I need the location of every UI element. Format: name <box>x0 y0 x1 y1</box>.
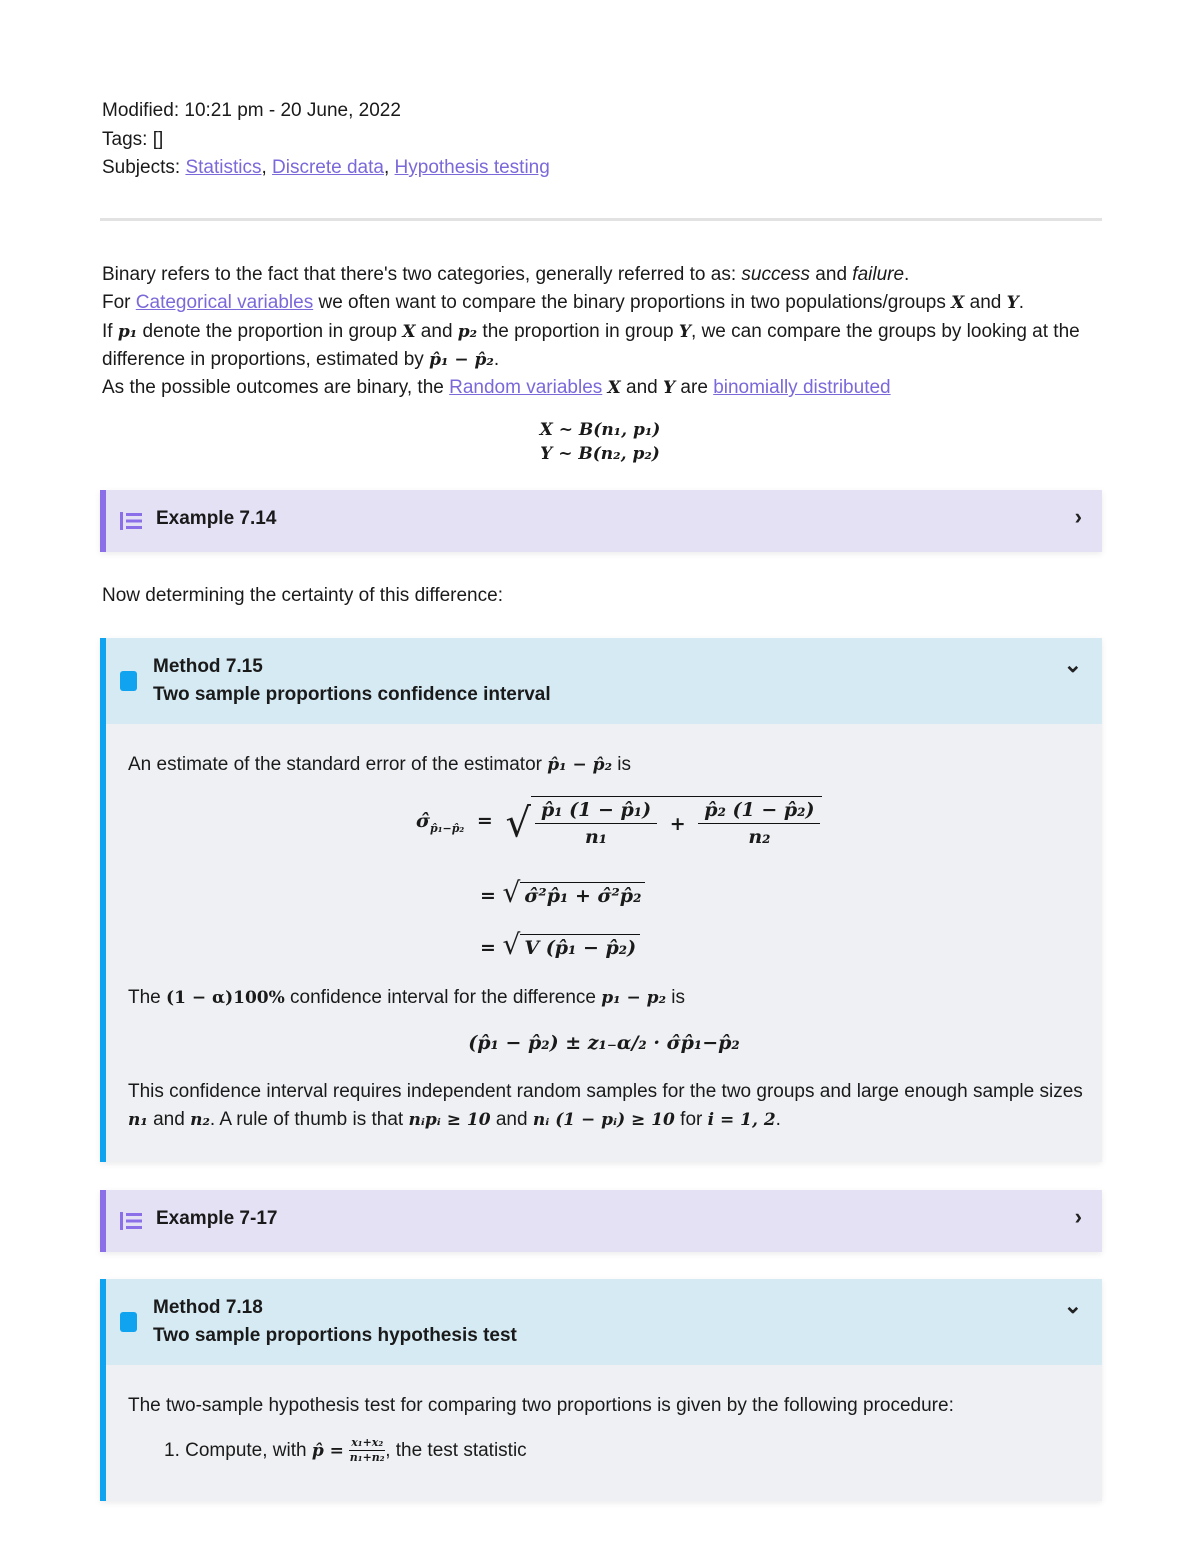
math-x: X <box>951 293 965 314</box>
math-estimator: p̂₁ − p̂₂ <box>547 755 613 775</box>
fraction-1 <box>535 799 657 848</box>
text: denote the proportion in group <box>137 320 403 342</box>
chevron-right-icon[interactable]: › <box>1074 504 1082 529</box>
subject-link-discrete-data[interactable]: Discrete data <box>272 157 384 178</box>
now-determining-text: Now determining the certainty of this difference: <box>102 585 503 606</box>
text: The <box>128 987 167 1008</box>
example-7-17-callout[interactable] <box>100 1190 1102 1252</box>
math-n1: n₁ <box>128 1110 148 1130</box>
equals: = <box>480 937 496 959</box>
text: . A rule of thumb is that <box>209 1109 409 1130</box>
math-p1: p₁ <box>117 321 138 342</box>
radical-sign: √ <box>502 928 521 961</box>
math-y: Y <box>1006 293 1019 314</box>
text: . <box>1018 292 1025 314</box>
modified-value: 10:21 pm - 20 June, 2022 <box>184 100 401 121</box>
radicand <box>531 796 823 848</box>
chevron-down-icon[interactable]: ⌄ <box>1063 652 1082 677</box>
standard-error-equation <box>416 796 822 848</box>
square-icon <box>120 671 137 691</box>
intro-line-1 <box>102 261 1102 289</box>
confidence-interval-intro <box>128 984 1088 1012</box>
method-header[interactable] <box>106 1279 1102 1365</box>
text: . <box>493 348 500 370</box>
math-p2: p₂ <box>457 321 478 342</box>
text: , the test statistic <box>385 1440 527 1461</box>
divider <box>100 218 1102 221</box>
math-confidence-level: (1 − α)100% <box>166 988 285 1008</box>
method-number: Method 7.15 <box>153 656 263 677</box>
equals: = <box>480 885 496 907</box>
subjects-label: Subjects: <box>102 157 181 178</box>
radical-sign: √ <box>502 876 521 909</box>
text: . <box>775 1109 781 1130</box>
confidence-interval-formula: (p̂₁ − p̂₂) ± z₁₋α/₂ · σ̂p̂₁−p̂₂ <box>468 1032 740 1054</box>
tags-label: Tags: <box>102 128 148 150</box>
list-icon <box>120 1212 142 1230</box>
text: is <box>666 987 686 1008</box>
variance-expression: V (p̂₁ − p̂₂) <box>520 934 640 959</box>
math-p-hat: p̂ = <box>311 1441 344 1461</box>
math-n2: n₂ <box>190 1110 210 1130</box>
chevron-right-icon[interactable]: › <box>1074 1204 1082 1229</box>
square-icon <box>120 1312 137 1332</box>
math-y: Y <box>678 321 692 342</box>
fraction-numerator: x₁+x₂ <box>351 1436 384 1450</box>
text: and <box>147 1109 191 1130</box>
link-binomially-distributed[interactable]: binomially distributed <box>713 377 891 399</box>
emphasis-failure: failure <box>852 264 905 285</box>
subjects-row: Subjects: Statistics, Discrete data, Hypothesis testing <box>102 157 550 178</box>
math-rule-2: nᵢ (1 − pᵢ) ≥ 10 <box>532 1110 675 1130</box>
sigma-subscript: p̂₁−p̂₂ <box>430 821 465 835</box>
text: and <box>964 292 1007 314</box>
math-x: X <box>402 321 416 342</box>
modified-row <box>102 97 550 126</box>
text: the proportion in group <box>477 320 679 342</box>
text: . <box>904 264 910 285</box>
method-title: Two sample proportions confidence interval <box>153 684 551 705</box>
text: are <box>675 377 714 399</box>
chevron-down-icon[interactable]: ⌄ <box>1063 1293 1082 1318</box>
text: we often want to compare the binary proportions in two populations/groups <box>313 292 952 314</box>
list-icon <box>120 512 142 530</box>
intro-line-3 <box>102 318 1102 375</box>
math-x: X <box>607 378 621 399</box>
method-7-18-callout <box>100 1279 1102 1501</box>
denominator-1: n₁ <box>584 826 608 848</box>
text: and <box>490 1109 533 1130</box>
fraction-2 <box>698 799 820 848</box>
step-number: 1. <box>164 1440 180 1461</box>
square-root <box>505 796 822 848</box>
requirements-text <box>128 1078 1088 1134</box>
radical-sign: √ <box>505 800 531 847</box>
example-title: Example 7-17 <box>156 1208 278 1229</box>
numerator-2: p̂₂ (1 − p̂₂) <box>698 799 820 824</box>
subject-link-statistics[interactable]: Statistics <box>185 157 262 178</box>
intro-line-4 <box>102 374 1102 402</box>
text: confidence interval for the difference <box>284 987 602 1008</box>
modified-label: Modified: <box>102 100 180 121</box>
text: Compute, with <box>185 1440 312 1461</box>
math-difference: p₁ − p₂ <box>601 988 667 1008</box>
distribution-x: X ~ B(n₁, p₁) <box>539 420 661 440</box>
method-7-15-callout <box>100 638 1102 1162</box>
math-y: Y <box>663 378 676 399</box>
text: An estimate of the standard error of the estimator <box>128 754 548 775</box>
subject-link-hypothesis-testing[interactable]: Hypothesis testing <box>394 157 550 178</box>
math-rule-1: nᵢpᵢ ≥ 10 <box>408 1110 491 1130</box>
example-7-14-callout[interactable] <box>100 490 1102 552</box>
tags-row <box>102 126 550 155</box>
text: , we can compare the groups by looking at the difference in proportions, estimated by <box>102 320 1080 370</box>
method-number: Method 7.18 <box>153 1297 263 1318</box>
fraction-denominator: n₁+n₂ <box>349 1451 385 1465</box>
text: for <box>674 1109 708 1130</box>
equals: = <box>476 810 493 832</box>
procedure-step-1 <box>164 1437 1124 1465</box>
text: and <box>810 264 853 285</box>
text: This confidence interval requires independent random samples for the two groups and large enough sample sizes <box>128 1081 1083 1102</box>
sigma-hat: σ̂ <box>416 810 431 832</box>
method-header[interactable] <box>106 638 1102 724</box>
hypothesis-test-intro: The two-sample hypothesis test for comparing two proportions is given by the following procedure: <box>128 1395 954 1416</box>
standard-error-row-2 <box>480 876 645 909</box>
method-title: Two sample proportions hypothesis test <box>153 1325 517 1346</box>
denominator-2: n₂ <box>748 826 771 848</box>
intro-line-2 <box>102 289 1102 317</box>
numerator-1: p̂₁ (1 − p̂₁) <box>535 799 657 824</box>
text: and <box>620 377 664 399</box>
link-categorical-variables[interactable]: Categorical variables <box>135 292 314 314</box>
pooled-fraction <box>349 1437 385 1464</box>
note-metadata <box>102 97 550 183</box>
plus: + <box>669 812 686 835</box>
text: and <box>415 320 458 342</box>
math-estimator: p̂₁ − p̂₂ <box>429 349 494 370</box>
text: For <box>102 292 136 314</box>
math-index: i = 1, 2 <box>707 1110 776 1130</box>
standard-error-intro <box>128 751 1088 779</box>
intro-paragraph <box>102 261 1102 402</box>
variance-sum: σ̂²p̂₁ + σ̂²p̂₂ <box>520 882 645 907</box>
tags-value: [] <box>152 128 164 150</box>
link-random-variables[interactable]: Random variables <box>449 377 603 399</box>
text: If <box>102 320 118 342</box>
standard-error-row-3 <box>480 928 640 961</box>
text: Binary refers to the fact that there's two categories, generally referred to as: <box>102 264 742 285</box>
text: As the possible outcomes are binary, the <box>102 377 450 399</box>
lhs-sigma-hat <box>416 810 465 835</box>
distribution-y: Y ~ B(n₂, p₂) <box>540 444 660 464</box>
text: is <box>612 754 632 775</box>
example-title: Example 7.14 <box>156 508 277 529</box>
emphasis-success: success <box>741 264 811 285</box>
